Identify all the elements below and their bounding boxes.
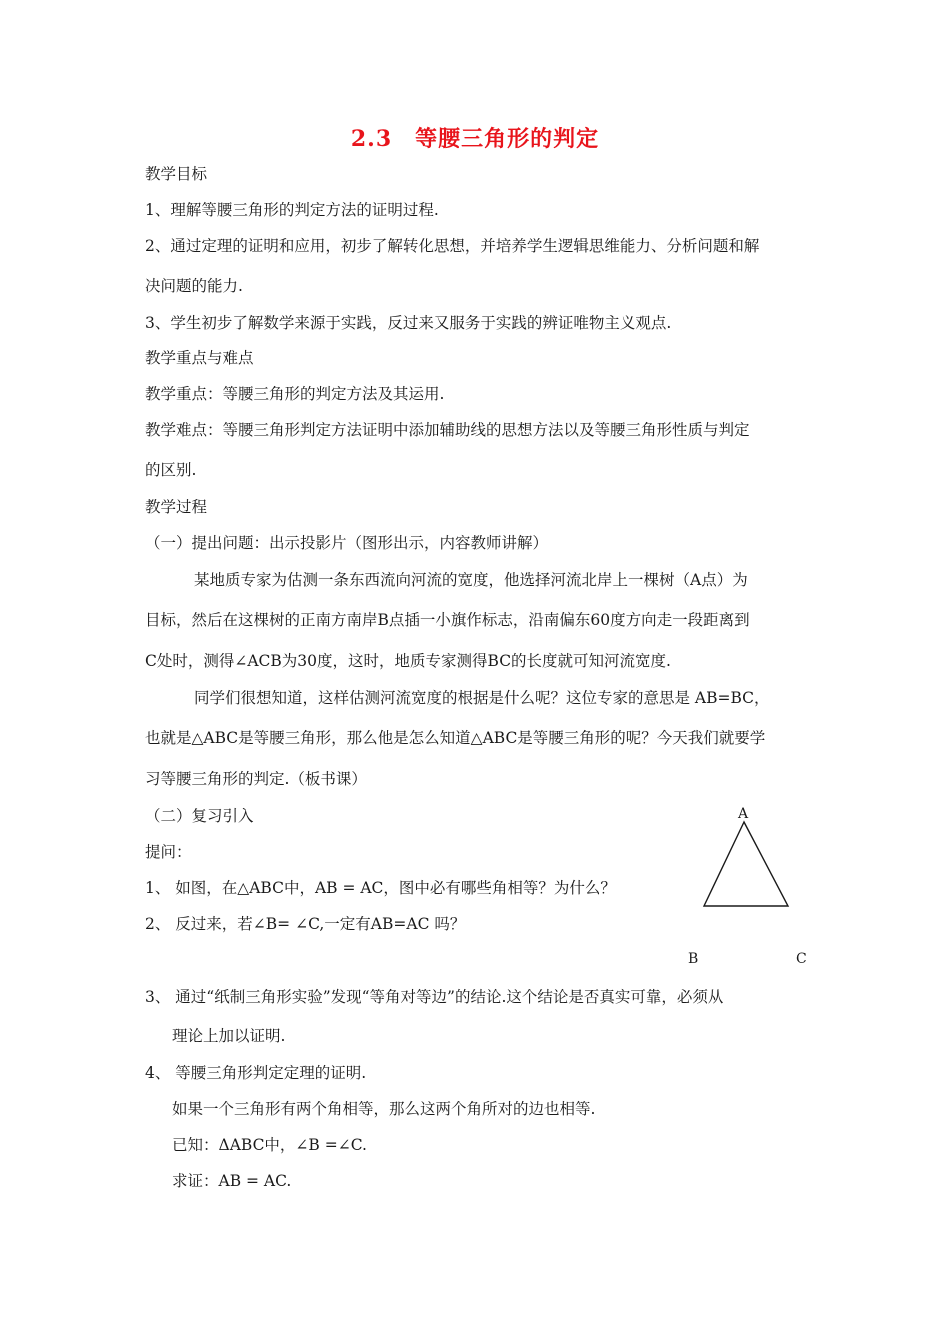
prove-statement: 求证：AB = AC. xyxy=(172,1172,292,1190)
vertex-label-c: C xyxy=(796,951,807,967)
given-statement: 已知：ΔABC中，∠B =∠C. xyxy=(172,1136,367,1154)
page-title: 2.3 等腰三角形的判定 xyxy=(350,126,600,152)
theorem-statement: 如果一个三角形有两个角相等，那么这两个角所对的边也相等. xyxy=(172,1100,596,1118)
difficult-point-cont: 的区别. xyxy=(145,461,197,479)
objective-2-cont: 决问题的能力. xyxy=(145,277,243,295)
difficult-point: 教学难点：等腰三角形判定方法证明中添加辅助线的思想方法以及等腰三角形性质与判定 xyxy=(145,421,750,439)
vertex-label-a: A xyxy=(738,806,749,822)
story-paragraph-line-3: C处时，测得∠ACB为30度，这时，地质专家测得BC的长度就可知河流宽度. xyxy=(145,652,671,670)
objective-3: 3、学生初步了解数学来源于实践，反过来又服务于实践的辨证唯物主义观点. xyxy=(145,314,672,332)
section-heading-objectives: 教学目标 xyxy=(145,165,208,183)
part-two-heading: （二）复习引入 xyxy=(145,807,254,825)
key-point: 教学重点：等腰三角形的判定方法及其运用. xyxy=(145,385,445,403)
question-paragraph-line-1: 同学们很想知道，这样估测河流宽度的根据是什么呢？这位专家的意思是 AB=BC， xyxy=(194,689,770,707)
objective-1: 1、理解等腰三角形的判定方法的证明过程. xyxy=(145,201,439,219)
triangle-abc xyxy=(704,822,788,906)
part-one-heading: （一）提出问题：出示投影片（图形出示，内容教师讲解） xyxy=(145,534,549,552)
triangle-figure xyxy=(700,818,800,913)
item-4: 4、 等腰三角形判定定理的证明. xyxy=(145,1064,367,1082)
question-paragraph-line-3: 习等腰三角形的判定.（板书课） xyxy=(145,770,367,788)
section-heading-key-points: 教学重点与难点 xyxy=(145,349,254,367)
vertex-label-b: B xyxy=(688,951,699,967)
item-3-cont: 理论上加以证明. xyxy=(172,1027,286,1045)
objective-2: 2、通过定理的证明和应用，初步了解转化思想，并培养学生逻辑思维能力、分析问题和解 xyxy=(145,237,760,255)
question-2: 2、 反过来，若∠B= ∠C,一定有AB=AC 吗？ xyxy=(145,915,466,933)
section-heading-process: 教学过程 xyxy=(145,498,208,516)
question-paragraph-line-2: 也就是△ABC是等腰三角形，那么他是怎么知道△ABC是等腰三角形的呢？今天我们就要学 xyxy=(145,729,766,747)
story-paragraph-line-2: 目标，然后在这棵树的正南方南岸B点插一小旗作标志，沿南偏东60度方向走一段距离到 xyxy=(145,611,750,629)
questions-label: 提问： xyxy=(145,843,192,861)
item-3: 3、 通过“纸制三角形实验”发现“等角对等边”的结论.这个结论是否真实可靠，必须从 xyxy=(145,988,724,1006)
story-paragraph-line-1: 某地质专家为估测一条东西流向河流的宽度，他选择河流北岸上一棵树（A点）为 xyxy=(194,571,748,589)
question-1: 1、 如图，在△ABC中，AB = AC，图中必有哪些角相等？为什么？ xyxy=(145,879,616,897)
